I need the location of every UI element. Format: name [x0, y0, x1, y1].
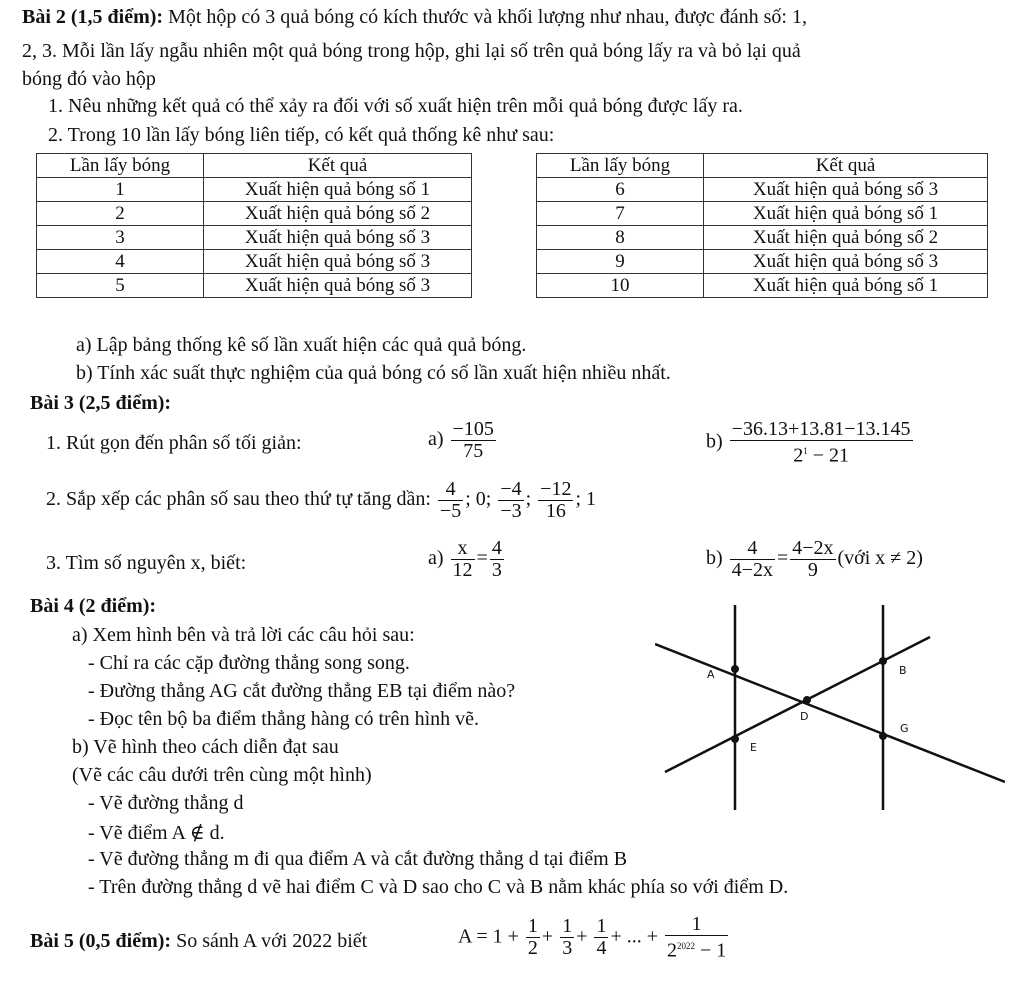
bai3-p3b: [706, 538, 923, 581]
bai3-title: [30, 392, 171, 415]
table-row: [537, 250, 988, 274]
bai5-line: [30, 930, 367, 953]
bai2-intro-3: bóng đó vào hộp: [22, 68, 156, 90]
p1b-label: b): [706, 430, 723, 453]
den-rest: − 21: [807, 444, 849, 467]
table-cell: 10: [537, 274, 704, 298]
point-g: [879, 732, 887, 740]
table-cell: 3: [37, 226, 204, 250]
bai4-b1: - Vẽ đường thẳng d: [88, 792, 244, 814]
bai4-a1: - Chỉ ra các cặp đường thẳng song song.: [88, 652, 410, 674]
bai2-q1: 1. Nêu những kết quả có thể xảy ra đối với số xuất hiện trên mỗi quả bóng được lấy ra.: [48, 95, 743, 117]
table-row: [37, 250, 472, 274]
bai4-a2: - Đường thẳng AG cắt đường thẳng EB tại điểm nào?: [88, 680, 516, 702]
zero: ; 0;: [465, 488, 492, 511]
bai2-intro-2: 2, 3. Mỗi lần lấy ngẫu nhiên một quả bóng trong hộp, ghi lại số trên quả bóng lấy ra và bỏ lại quả: [22, 40, 801, 62]
denominator: 12: [452, 559, 473, 581]
table-header-row: [537, 154, 988, 178]
numerator: −36.13+13.81−13.145: [731, 418, 911, 440]
table-cell: Xuất hiện quả bóng số 1: [704, 274, 988, 298]
bai4-title-text: Bài 4 (2 điểm):: [30, 595, 157, 617]
numerator: −4: [500, 478, 522, 500]
table-header: Kết quả: [704, 154, 988, 178]
label-d: D: [800, 710, 809, 723]
numerator: 4: [438, 479, 463, 501]
bai4-b: b) Vẽ hình theo cách diễn đạt sau: [72, 736, 339, 758]
bai3-p1b: [706, 419, 915, 467]
table-cell: 5: [37, 274, 204, 298]
fraction: [526, 916, 540, 959]
table-cell: Xuất hiện quả bóng số 1: [704, 202, 988, 226]
label-g: G: [900, 722, 909, 735]
geometry-figure: [655, 605, 1005, 815]
table-cell: 4: [37, 250, 204, 274]
table-row: [537, 274, 988, 298]
dots: + ... +: [610, 925, 659, 948]
numerator: 1: [665, 914, 728, 936]
fraction: [730, 538, 775, 581]
point-e: [731, 735, 739, 743]
denominator: 9: [807, 559, 818, 581]
table-cell: Xuất hiện quả bóng số 3: [204, 250, 472, 274]
fraction: [538, 479, 573, 522]
bai4-b0: (Vẽ các câu dưới trên cùng một hình): [72, 764, 372, 786]
numerator: −12: [540, 478, 572, 500]
denominator: 16: [545, 500, 566, 522]
separator: ;: [525, 488, 532, 511]
plus: +: [576, 925, 588, 948]
den-exponent: 2022: [677, 941, 696, 951]
bai3-p1a: [428, 419, 498, 462]
point-b: [879, 657, 887, 665]
label-e: E: [750, 741, 757, 754]
fraction: [790, 538, 835, 581]
den-base: 2: [667, 939, 678, 962]
table-cell: 6: [537, 178, 704, 202]
fraction: [451, 419, 496, 462]
numerator: 4: [491, 537, 502, 559]
denominator: 3: [562, 937, 573, 960]
numerator: 1: [527, 915, 538, 938]
table-cell: Xuất hiện quả bóng số 3: [704, 178, 988, 202]
condition: (với x ≠ 2): [837, 547, 923, 570]
bai3-p2: [46, 479, 596, 522]
point-a: [731, 665, 739, 673]
expr-start: A = 1 +: [458, 925, 519, 948]
table-header: Kết quả: [204, 154, 472, 178]
bai3-p1: 1. Rút gọn đến phân số tối giản:: [46, 432, 302, 454]
bai2-q2: 2. Trong 10 lần lấy bóng liên tiếp, có kết quả thống kê như sau:: [48, 124, 555, 146]
table-cell: Xuất hiện quả bóng số 3: [204, 226, 472, 250]
table-header-row: [37, 154, 472, 178]
label-a: A: [707, 668, 715, 681]
table-cell: Xuất hiện quả bóng số 3: [704, 250, 988, 274]
table-cell: 1: [37, 178, 204, 202]
bai2-qb: b) Tính xác suất thực nghiệm của quả bóng có số lần xuất hiện nhiều nhất.: [76, 362, 671, 384]
fraction: [498, 479, 523, 522]
bai4-b3: - Vẽ đường thẳng m đi qua điểm A và cắt đường thẳng d tại điểm B: [88, 848, 628, 870]
bai2-qa: a) Lập bảng thống kê số lần xuất hiện các quả quả bóng.: [76, 334, 527, 356]
den-base: 2: [793, 444, 804, 467]
bai2-line1: [22, 6, 807, 29]
numerator: 4−2x: [792, 537, 834, 559]
table-header: Lần lấy bóng: [537, 154, 704, 178]
numerator: x: [451, 538, 475, 560]
bai4-b2: - Vẽ điểm A ∉ d.: [88, 822, 225, 844]
point-d: [803, 696, 811, 704]
table-row: [537, 202, 988, 226]
bai3-p3a: [428, 538, 506, 581]
table-cell: 9: [537, 250, 704, 274]
table-cell: Xuất hiện quả bóng số 2: [204, 202, 472, 226]
numerator: −105: [452, 418, 494, 440]
stats-table-left: [36, 153, 472, 298]
bai4-title: [30, 595, 156, 618]
p1a-label: a): [428, 428, 444, 451]
label-b: B: [899, 664, 907, 677]
table-cell: 2: [37, 202, 204, 226]
bai4-b4: - Trên đường thẳng d vẽ hai điểm C và D sao cho C và B nằm khác phía so với điểm D.: [88, 876, 789, 898]
den-rest: − 1: [695, 939, 727, 962]
stats-table-right: [536, 153, 988, 298]
numerator: 1: [596, 915, 607, 938]
bai5-text: So sánh A với 2022 biết: [171, 930, 368, 952]
denominator: 4−2x: [731, 559, 773, 581]
denominator: 4: [596, 937, 607, 960]
bai5-title: Bài 5 (0,5 điểm):: [30, 930, 172, 952]
bai2-title: Bài 2 (1,5 điểm):: [22, 6, 164, 28]
p3b-label: b): [706, 547, 723, 570]
equals: =: [476, 547, 488, 570]
table-cell: Xuất hiện quả bóng số 2: [704, 226, 988, 250]
denominator: $2^1 - 21$: [793, 444, 849, 467]
denominator: 2: [527, 937, 538, 960]
table-header: Lần lấy bóng: [37, 154, 204, 178]
table-cell: Xuất hiện quả bóng số 3: [204, 274, 472, 298]
bai5-expression: [458, 914, 730, 962]
numerator: 1: [562, 915, 573, 938]
denominator: [665, 936, 728, 962]
line-eb: [665, 637, 930, 772]
equals: =: [776, 547, 789, 570]
numerator: 4: [730, 538, 775, 560]
table-row: [537, 226, 988, 250]
bai2-intro-1: Một hộp có 3 quả bóng có kích thước và khối lượng như nhau, được đánh số: 1,: [163, 6, 807, 28]
table-row: [37, 226, 472, 250]
denominator: −5: [439, 500, 462, 522]
fraction: [560, 916, 574, 959]
fraction: [451, 538, 475, 581]
fraction: [594, 916, 608, 959]
table-row: [37, 178, 472, 202]
table-cell: Xuất hiện quả bóng số 1: [204, 178, 472, 202]
p3a-label: a): [428, 547, 444, 570]
denominator: 75: [463, 440, 484, 462]
p2-text: 2. Sắp xếp các phân số sau theo thứ tự tăng dần:: [46, 488, 431, 511]
table-cell: 7: [537, 202, 704, 226]
bai3-p3: 3. Tìm số nguyên x, biết:: [46, 552, 247, 574]
bai4-a3: - Đọc tên bộ ba điểm thẳng hàng có trên hình vẽ.: [88, 708, 479, 730]
denominator: 3: [491, 559, 502, 581]
denominator: −3: [500, 500, 522, 522]
table-row: [37, 202, 472, 226]
line-ag: [655, 644, 1005, 782]
fraction: [438, 479, 463, 522]
bai4-a: a) Xem hình bên và trả lời các câu hỏi sau:: [72, 624, 415, 646]
table-cell: 8: [537, 226, 704, 250]
plus: +: [541, 925, 554, 948]
table-row: [37, 274, 472, 298]
table-row: [537, 178, 988, 202]
one: ; 1: [575, 488, 597, 511]
fraction: [730, 419, 913, 467]
fraction: [665, 914, 728, 962]
fraction: [490, 538, 504, 581]
bai3-title-text: Bài 3 (2,5 điểm):: [30, 392, 172, 414]
